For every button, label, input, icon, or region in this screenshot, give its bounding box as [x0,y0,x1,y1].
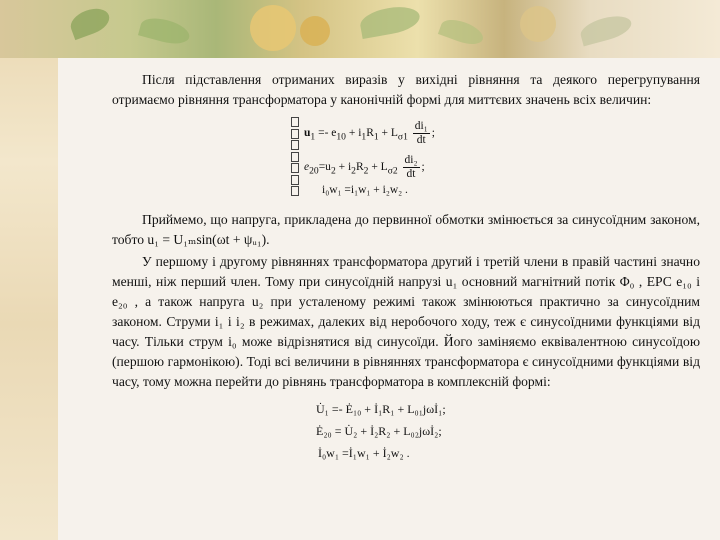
equation-line-1: $u_1 =- e_{10} + i_1R_1 + L_{\sigma 1}$ $\frac{\text{di₁}}{dt}$ ; [304,120,435,146]
paragraph-explanation-text: У першому і другому рівняннях трансформатора другий і третій члени в правій частині значно менші, ніж перший член. Тому при синусоїдній напрузі u₁ основний магнітний потік Φ₀ , ЕРС e₁₀ і e₂₀ , а також напруга u₂ при усталеному режимі також змінюються практично за синусоїдним законом. Струми i₁ і i₂ в режимах, далеких від неробочого ходу, теж є синусоїдними функціями від часу. Тільки струм i₀ може відрізнятися від синусоїди. Його заміняємо еквівалентною синусоїдою (першою гармонікою). Тоді всі величини в рівняннях трансформатора є синусоїдними функціями від часу, тому можна перейти до рівнянь трансформатора в комплексній формі: [112,254,700,389]
paragraph-intro [112,70,700,110]
left-decorative-strip [0,0,60,540]
document-page [58,58,720,540]
paragraph-explanation [112,252,700,392]
equations-instantaneous [288,116,488,196]
equation-line-2: $e_{20}=u_2 + i_2R_2 + L_{\sigma 2}$ $\frac{\text{di₂}}{dt}$ ; [304,154,425,180]
top-decorative-banner [0,0,720,58]
fraction-di2-dt: $\frac{\text{di₂}}{dt}$ [404,154,418,180]
paragraph-intro-text: Після підставлення отриманих виразів у вихідні рівняння та деякого перегрупування отримаємо рівняння трансформатора у канонічній формі для миттєвих значень всіх величин: [112,72,700,107]
brace-placeholder-icon [288,116,302,198]
paragraph-sinusoidal [112,210,700,250]
equation-line-3: i₀w₁ =i₁w₁ + i₂w₂ . [322,184,408,196]
paragraph-sinusoidal-text: Приймемо, що напруга, прикладена до первинної обмотки змінюється за синусоїдним законом, тобто u₁ = U₁ₘsin(ωt + ψᵤ₁). [112,212,700,247]
complex-equation-line-1: U̇₁ =- Ė₁₀ + İ₁R₁ + L₀₁jωİ₁; [316,402,446,416]
complex-equation-line-3: İ₀w₁ =İ₁w₁ + İ₂w₂ . [318,446,410,460]
complex-equation-line-2: Ė₂₀ = U̇₂ + İ₂R₂ + L₀₂jωİ₂; [316,424,442,438]
equations-complex [316,400,516,470]
fraction-di1-dt: $\frac{\text{di₁}}{dt}$ [414,120,428,146]
